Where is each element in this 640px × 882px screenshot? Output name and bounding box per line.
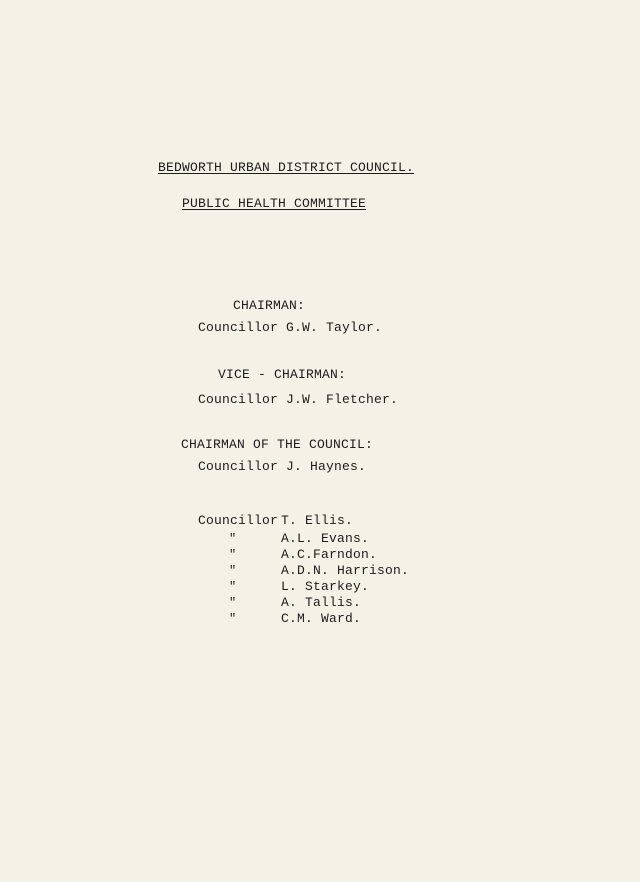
list-item: A. Tallis.: [281, 595, 362, 610]
committee-title: PUBLIC HEALTH COMMITTEE: [182, 196, 367, 211]
ditto-mark: ": [229, 532, 237, 546]
ditto-mark: ": [229, 564, 237, 578]
list-item: A.D.N. Harrison.: [281, 563, 410, 578]
chairman-heading: CHAIRMAN:: [233, 298, 306, 313]
list-item: A.C.Farndon.: [281, 547, 378, 562]
list-item: T. Ellis.: [281, 513, 354, 528]
members-prefix: Councillor: [198, 513, 279, 528]
chairman-name: Councillor G.W. Taylor.: [198, 320, 383, 335]
council-title: BEDWORTH URBAN DISTRICT COUNCIL.: [158, 160, 415, 175]
vice-chairman-heading: VICE - CHAIRMAN:: [218, 367, 347, 382]
ditto-mark: ": [229, 612, 237, 626]
ditto-mark: ": [229, 596, 237, 610]
list-item: C.M. Ward.: [281, 611, 362, 626]
list-item: L. Starkey.: [281, 579, 370, 594]
ditto-mark: ": [229, 580, 237, 594]
council-chairman-heading: CHAIRMAN OF THE COUNCIL:: [181, 437, 374, 452]
ditto-mark: ": [229, 548, 237, 562]
council-chairman-name: Councillor J. Haynes.: [198, 459, 367, 474]
list-item: A.L. Evans.: [281, 531, 370, 546]
vice-chairman-name: Councillor J.W. Fletcher.: [198, 392, 399, 407]
